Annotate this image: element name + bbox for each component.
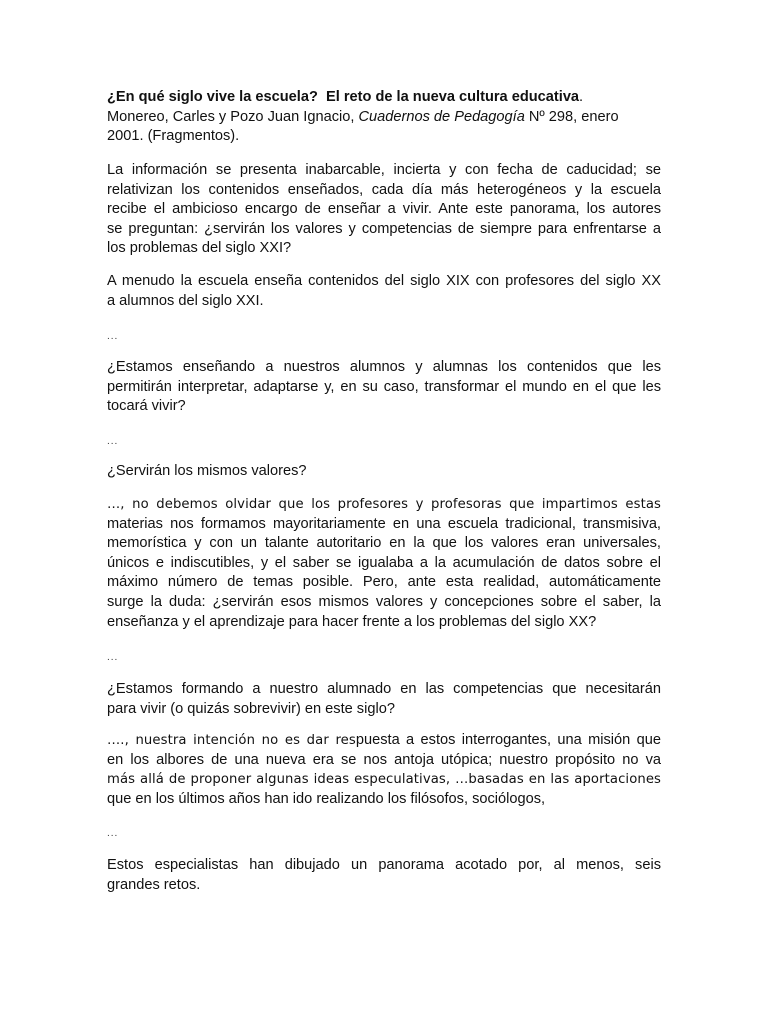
p5-line: memorística y con un talante autoritario en la que los valores eran universales, [107,535,661,552]
p5-line: surge la duda: ¿servirán esos mismos valores y concepciones sobre el saber, la [107,593,661,610]
citation-line-1 [107,108,661,128]
p3-line: ¿Estamos enseñando a nuestros alumnos y alumnas los contenidos que les [107,359,661,375]
p6-line: para vivir (o quizás sobrevivir) en este siglo? [107,700,395,717]
p5-line: máximo número de temas posible. Pero, ante esta realidad, automáticamente [107,574,661,591]
paragraph-4: ¿Servirán los mismos valores? [107,463,307,479]
citation-authors: Monereo, Carles y Pozo Juan Ignacio, [107,108,359,125]
paragraph-3 [107,358,661,417]
p7-line: más allá de proponer algunas ideas especulativas, …basadas en las aportaciones [107,772,661,788]
p3-line: tocará vivir? [107,398,186,415]
p1-line: La información se presenta inabarcable, incierta y con fecha de caducidad; se [107,162,661,178]
document-subtitle: El reto de la nueva cultura educativa [326,89,580,105]
citation-journal: Cuadernos de Pedagogía [358,108,525,125]
p7-line: que en los últimos años han ido realizando los filósofos, sociólogos, [107,790,546,807]
p2-line: A menudo la escuela enseña contenidos del siglo XIX con profesores del siglo XX [107,273,661,289]
p5-line: enseñanza y el aprendizaje para hacer frente a los problemas del siglo XX? [107,613,597,630]
p5-line: únicos e indiscutibles, y el saber se igualaba a la acumulación de datos sobre el [107,554,661,571]
p1-line: se preguntan: ¿servirán los valores y competencias de siempre para enfrentarse a [107,220,661,237]
p7-line [107,731,661,751]
paragraph-8 [107,856,661,895]
p5-line: …, no debemos olvidar que los profesores y profesoras que impartimos estas [107,497,661,512]
ellipsis-2: ... [107,436,119,447]
p1-line: recibe el ambicioso encargo de enseñar a vivir. Ante este panorama, los autores [107,201,661,218]
p5-line: materias nos formamos mayoritariamente en una escuela tradicional, transmisiva, [107,515,661,532]
p6-line: ¿Estamos formando a nuestro alumnado en las competencias que necesitarán [107,681,661,697]
p1-line: relativizan los contenidos enseñados, cada día más heterogéneos y la escuela [107,181,661,198]
p3-line: permitirán interpretar, adaptarse y, en su caso, transformar el mundo en el que les [107,378,661,395]
citation-line-2: 2001. (Fragmentos). [107,128,240,145]
ellipsis-3: ... [107,652,119,663]
p8-line: Estos especialistas han dibujado un panorama acotado por, al menos, seis [107,857,661,873]
title-line: ¿En qué siglo vive la escuela? El reto de la nueva cultura educativa. [107,89,584,105]
p7-line-part: …., nuestra intención no es dar res [107,733,356,748]
paragraph-2 [107,272,661,311]
p2-line: a alumnos del siglo XXI. [107,292,264,309]
document-title: ¿En qué siglo vive la escuela? [107,89,318,105]
paragraph-1 [107,161,661,259]
paragraph-7 [107,731,661,809]
p7-line: en los albores de una nueva era se nos antoja utópica; nuestro propósito no va [107,751,661,768]
citation-rest: Nº 298, enero [524,108,619,125]
p7-line-part: puesta a estos interrogantes, una misión que [355,732,661,748]
paragraph-6 [107,680,661,719]
paragraph-5 [107,495,661,632]
p1-line: los problemas del siglo XXI? [107,240,292,257]
ellipsis-1: ... [107,331,119,342]
document-header [107,88,661,147]
p8-line: grandes retos. [107,876,201,893]
ellipsis-4: ... [107,828,119,839]
